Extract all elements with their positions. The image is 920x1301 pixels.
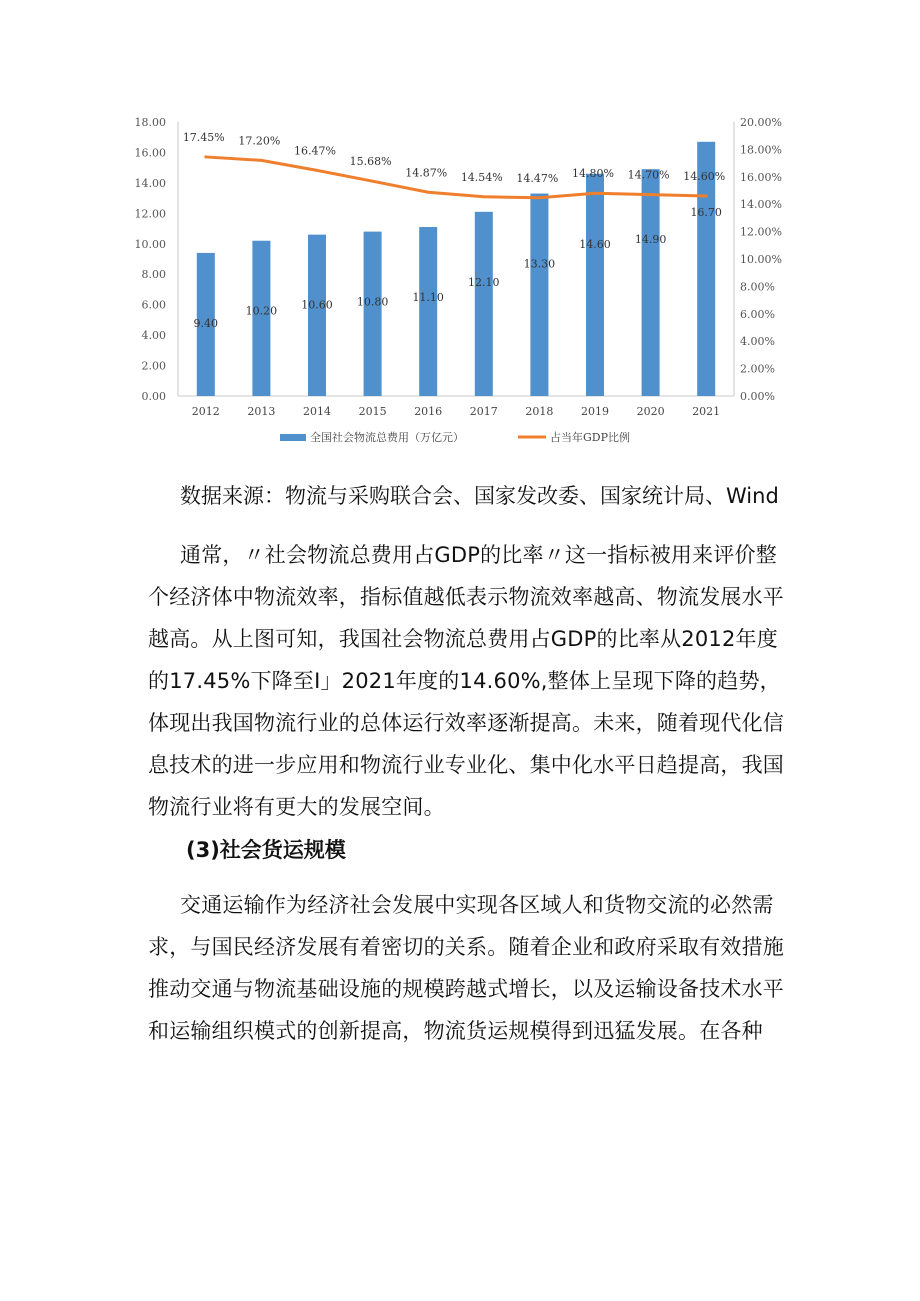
paragraph-freight-scale: 交通运输作为经济社会发展中实现各区域人和货物交流的必然需求，与国民经济发展有着密切的关系。随着企业和政府采取有效措施推动交通与物流基础设施的规模跨越式增长，以及运输设备技术水平和运输组织模式的创新提高，物流货运规模得到迅猛发展。在各种 bbox=[148, 893, 784, 1043]
line-data-label: 15.68% bbox=[349, 155, 392, 169]
right-tick-label: 20.00% bbox=[740, 116, 782, 129]
bar-2017 bbox=[475, 212, 493, 396]
bar-data-label: 9.40 bbox=[193, 316, 219, 330]
line-data-label: 14.47% bbox=[516, 171, 559, 185]
left-tick-label: 8.00 bbox=[141, 268, 166, 282]
bar-2019 bbox=[586, 174, 604, 396]
left-tick-label: 0.00 bbox=[141, 390, 166, 403]
bar-2020 bbox=[642, 169, 660, 396]
x-tick-label: 2013 bbox=[247, 405, 276, 418]
bar-data-label: 11.10 bbox=[412, 291, 444, 305]
bar-2014 bbox=[308, 235, 326, 396]
line-data-label: 17.20% bbox=[238, 134, 281, 148]
line-data-label: 14.80% bbox=[572, 167, 614, 181]
x-tick-label: 2012 bbox=[191, 405, 220, 418]
bar-data-label: 10.20 bbox=[245, 304, 278, 318]
line-data-label: 14.87% bbox=[405, 166, 448, 180]
bar-2018 bbox=[530, 194, 548, 396]
section-heading: (3)社会货运规模 bbox=[186, 838, 346, 862]
left-tick-label: 6.00 bbox=[141, 298, 166, 312]
right-tick-label: 12.00% bbox=[740, 225, 782, 239]
line-data-label: 17.45% bbox=[182, 130, 225, 144]
left-tick-label: 2.00 bbox=[141, 359, 166, 373]
logistics-cost-chart bbox=[120, 108, 810, 458]
x-tick-label: 2021 bbox=[692, 405, 721, 418]
right-tick-label: 10.00% bbox=[740, 253, 782, 266]
legend-bar-swatch bbox=[280, 434, 306, 441]
legend-line-label: 占当年GDP比例 bbox=[550, 431, 631, 444]
x-tick-label: 2015 bbox=[358, 405, 387, 418]
bar-data-label: 14.90 bbox=[634, 233, 667, 247]
right-tick-label: 2.00% bbox=[740, 362, 775, 376]
left-tick-label: 12.00 bbox=[134, 207, 166, 221]
right-tick-label: 14.00% bbox=[740, 198, 782, 212]
line-data-label: 14.54% bbox=[460, 170, 503, 184]
left-tick-label: 18.00 bbox=[134, 116, 166, 129]
bar-data-label: 13.30 bbox=[523, 257, 556, 271]
bar-2013 bbox=[252, 241, 270, 396]
left-tick-label: 16.00 bbox=[134, 146, 166, 160]
right-tick-label: 8.00% bbox=[740, 280, 775, 294]
right-tick-label: 16.00% bbox=[740, 170, 782, 184]
line-data-label: 14.70% bbox=[627, 168, 670, 182]
bar-2015 bbox=[364, 232, 382, 396]
bar-data-label: 10.80 bbox=[356, 295, 389, 309]
left-tick-label: 4.00 bbox=[141, 329, 166, 343]
x-tick-label: 2019 bbox=[581, 405, 609, 418]
right-tick-label: 4.00% bbox=[740, 335, 775, 349]
bar-data-label: 10.60 bbox=[301, 298, 333, 312]
legend-bar-label: 全国社会物流总费用（万亿元） bbox=[310, 431, 464, 444]
line-data-label: 16.47% bbox=[294, 144, 336, 158]
bar-data-label: 14.60 bbox=[579, 237, 611, 251]
paragraph-logistics-efficiency: 通常，〃社会物流总费用占GDP的比率〃这一指标被用来评价整个经济体中物流效率，指标值越低表示物流效率越高、物流发展水平越高。从上图可知，我国社会物流总费用占GDP的比率从2012年度的17.45%下降至I」2021年度的14.60%,整体上呈现下降的趋势，体现出我国物流行业的总体运行效率逐渐提高。未来，随着现代化信息技术的进一步应用和物流行业专业化、集中化水平日趋提高，我国物流行业将有更大的发展空间。 bbox=[148, 543, 784, 819]
right-tick-label: 18.00% bbox=[740, 143, 782, 157]
right-tick-label: 0.00% bbox=[740, 390, 775, 403]
line-data-label: 14.60% bbox=[683, 169, 726, 183]
data-source-line: 数据来源：物流与采购联合会、国家发改委、国家统计局、Wind bbox=[180, 484, 779, 508]
x-tick-label: 2014 bbox=[303, 405, 331, 418]
x-tick-label: 2017 bbox=[469, 405, 498, 418]
bar-data-label: 12.10 bbox=[468, 275, 500, 289]
bar-data-label: 16.70 bbox=[690, 205, 722, 219]
bar-2016 bbox=[419, 227, 437, 396]
x-tick-label: 2016 bbox=[414, 405, 443, 418]
left-tick-label: 14.00 bbox=[134, 176, 166, 190]
left-tick-label: 10.00 bbox=[134, 237, 166, 251]
x-tick-label: 2020 bbox=[636, 405, 665, 418]
right-tick-label: 6.00% bbox=[740, 307, 775, 321]
x-tick-label: 2018 bbox=[525, 405, 554, 418]
